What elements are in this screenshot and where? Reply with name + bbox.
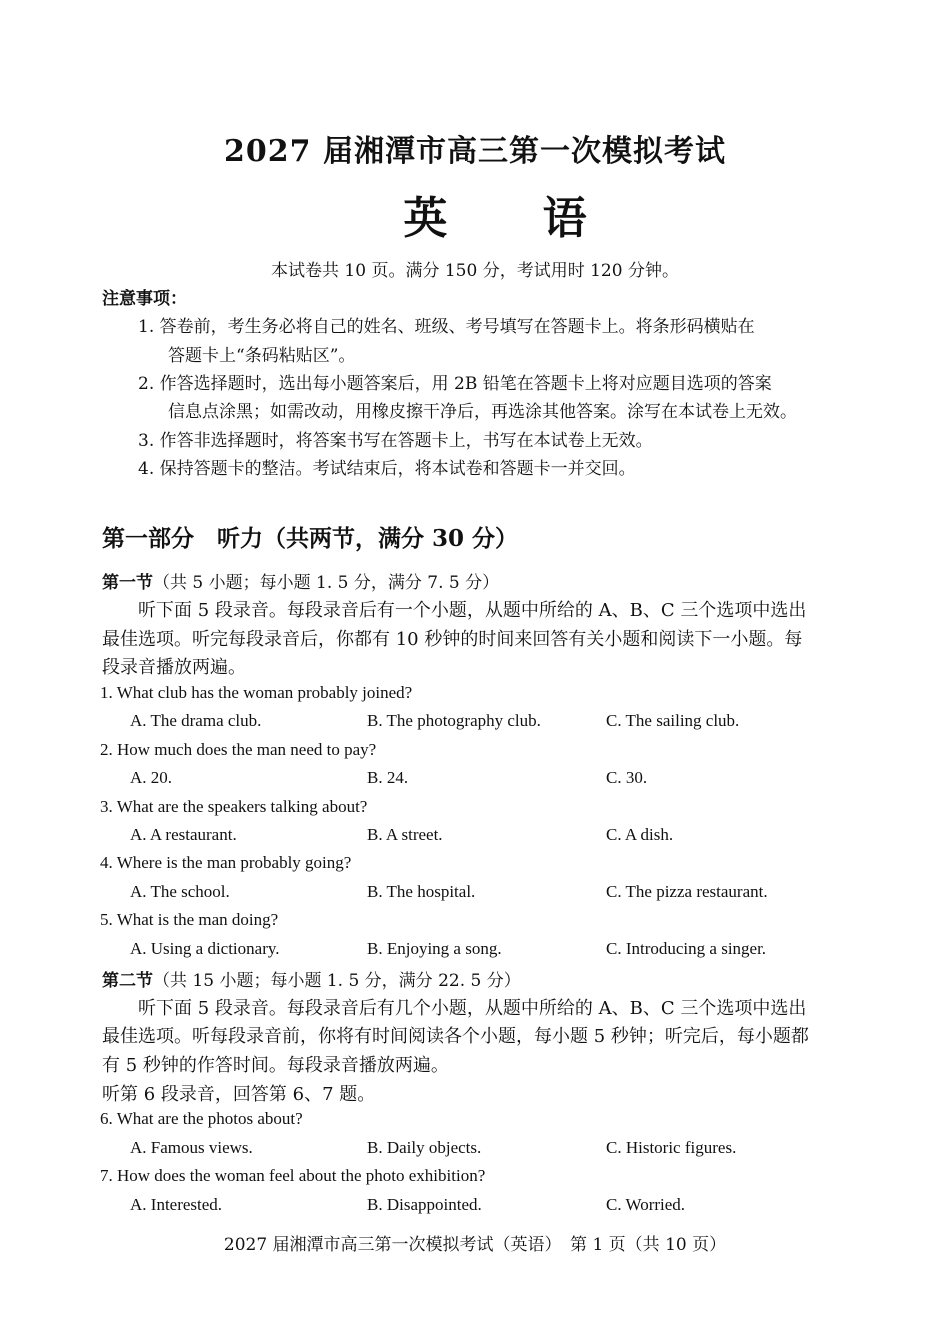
page-footer: 2027 届湘潭市高三第一次模拟考试（英语） 第 1 页（共 10 页） xyxy=(223,1235,727,1255)
q4-option-a: A. The school. xyxy=(130,882,230,901)
section-one-title xyxy=(102,568,499,593)
section-two-title xyxy=(102,966,521,991)
q4-option-c: C. The pizza restaurant. xyxy=(606,882,768,901)
q1-option-a: A. The drama club. xyxy=(130,711,262,730)
section-one-instr-3: 段录音播放两遍。 xyxy=(102,657,246,678)
q5-option-a: A. Using a dictionary. xyxy=(130,939,280,958)
notice-item-2-cont: 信息点涂黑；如需改动，用橡皮擦干净后，再选涂其他答案。涂写在本试卷上无效。 xyxy=(168,402,797,422)
q1-option-c: C. The sailing club. xyxy=(606,711,740,730)
notice-item-4: 4. 保持答题卡的整洁。考试结束后，将本试卷和答题卡一并交回。 xyxy=(138,459,636,479)
q3-option-c: C. A dish. xyxy=(606,825,674,844)
section-two-detail: （共 15 小题；每小题 1. 5 分，满分 22. 5 分） xyxy=(153,971,521,991)
q2-option-b: B. 24. xyxy=(367,768,409,787)
notice-item-2: 2. 作答选择题时，选出每小题答案后，用 2B 铅笔在答题卡上将对应题目选项的答案 xyxy=(138,374,772,394)
q5-option-b: B. Enjoying a song. xyxy=(367,939,502,958)
notice-item-1-cont: 答题卡上“条码粘贴区”。 xyxy=(168,346,356,366)
exam-title: 2027 届湘潭市高三第一次模拟考试 xyxy=(224,134,726,169)
exam-info: 本试卷共 10 页。满分 150 分，考试用时 120 分钟。 xyxy=(271,261,679,281)
q2-option-c: C. 30. xyxy=(606,768,648,787)
question-3: 3. What are the speakers talking about? xyxy=(100,797,368,816)
question-4: 4. Where is the man probably going? xyxy=(100,853,352,872)
listen-note: 听第 6 段录音，回答第 6、7 题。 xyxy=(102,1084,376,1105)
question-5: 5. What is the man doing? xyxy=(100,910,279,929)
q6-option-c: C. Historic figures. xyxy=(606,1138,737,1157)
question-2: 2. How much does the man need to pay? xyxy=(100,740,377,759)
section-two-instr-1: 听下面 5 段录音。每段录音后有几个小题，从题中所给的 A、B、C 三个选项中选出 xyxy=(138,998,807,1019)
q2-option-a: A. 20. xyxy=(130,768,173,787)
notice-heading: 注意事项： xyxy=(102,289,187,309)
subject-title: 英 语 xyxy=(403,193,627,244)
q4-option-b: B. The hospital. xyxy=(367,882,476,901)
q7-option-b: B. Disappointed. xyxy=(367,1195,482,1214)
section-one-instr-2: 最佳选项。听完每段录音后，你都有 10 秒钟的时间来回答有关小题和阅读下一小题。每 xyxy=(102,629,803,650)
section-two-label: 第二节 xyxy=(102,971,153,991)
section-two-instr-3: 有 5 秒钟的作答时间。每段录音播放两遍。 xyxy=(102,1055,449,1076)
q7-option-c: C. Worried. xyxy=(606,1195,686,1214)
part-one-title: 第一部分 听力（共两节，满分 30 分） xyxy=(102,525,519,552)
question-1: 1. What club has the woman probably joined? xyxy=(100,683,413,702)
section-one-detail: （共 5 小题；每小题 1. 5 分，满分 7. 5 分） xyxy=(153,573,500,593)
notice-item-3: 3. 作答非选择题时，将答案书写在答题卡上，书写在本试卷上无效。 xyxy=(138,431,653,451)
section-one-instr-1: 听下面 5 段录音。每段录音后有一个小题，从题中所给的 A、B、C 三个选项中选出 xyxy=(138,600,807,621)
q3-option-a: A. A restaurant. xyxy=(130,825,237,844)
q6-option-a: A. Famous views. xyxy=(130,1138,253,1157)
q1-option-b: B. The photography club. xyxy=(367,711,541,730)
section-one-label: 第一节 xyxy=(102,573,153,593)
q7-option-a: A. Interested. xyxy=(130,1195,223,1214)
q3-option-b: B. A street. xyxy=(367,825,443,844)
q5-option-c: C. Introducing a singer. xyxy=(606,939,767,958)
q6-option-b: B. Daily objects. xyxy=(367,1138,482,1157)
question-6: 6. What are the photos about? xyxy=(100,1109,303,1128)
question-7: 7. How does the woman feel about the photo exhibition? xyxy=(100,1166,486,1185)
section-two-instr-2: 最佳选项。听每段录音前，你将有时间阅读各个小题，每小题 5 秒钟；听完后，每小题都 xyxy=(102,1026,809,1047)
notice-item-1: 1. 答卷前，考生务必将自己的姓名、班级、考号填写在答题卡上。将条形码横贴在 xyxy=(138,317,755,337)
